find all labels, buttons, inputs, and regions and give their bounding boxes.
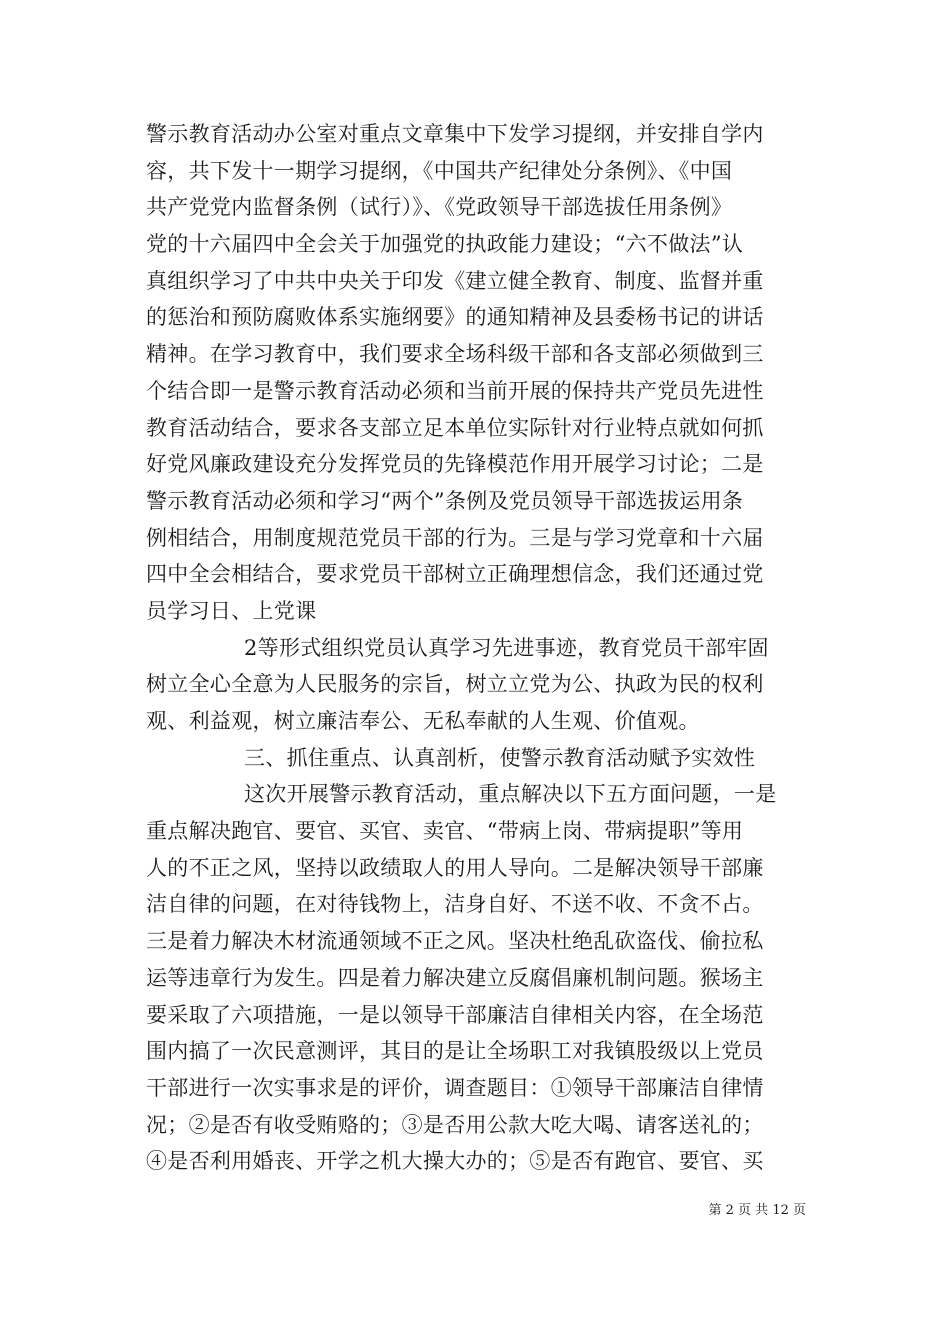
text-line: 况；②是否有收受贿赂的；③是否用公款大吃大喝、请客送礼的； [146,1112,764,1137]
text-line: 围内搞了一次民意测评，其目的是让全场职工对我镇股级以上党员 [146,1039,764,1064]
text-line: 教育活动结合，要求各支部立足本单位实际针对行业特点就如何抓 [146,415,764,440]
text-line: 运等违章行为发生。四是着力解决建立反腐倡廉机制问题。猴场主 [146,965,764,990]
body-text [146,116,806,1180]
text-line: 真组织学习了中共中央关于印发《建立健全教育、制度、监督并重 [146,268,764,293]
text-line: 人的不正之风，坚持以政绩取人的用人导向。二是解决领导干部廉 [146,855,764,880]
text-line: 员学习日、上党课 [146,598,317,623]
page-footer [0,1203,950,1219]
text-line: 好党风廉政建设充分发挥党员的先锋模范作用开展学习讨论；二是 [146,452,764,477]
text-line: 共产党党内监督条例（试行）》、《党政领导干部选拔任用条例》 [146,195,733,220]
text-line: 三是着力解决木材流通领域不正之风。坚决杜绝乱砍盗伐、偷拉私 [146,929,764,954]
text-line: 观、利益观，树立廉洁奉公、无私奉献的人生观、价值观。 [146,709,700,733]
text-line: 警示教育活动办公室对重点文章集中下发学习提纲，并安排自学内 [146,122,764,146]
text-line: 容，共下发十一期学习提纲，《中国共产纪律处分条例》、《中国 [146,158,733,183]
text-line: 个结合即一是警示教育活动必须和当前开展的保持共产党员先进性 [146,378,764,403]
text-line: ④是否利用婚丧、开学之机大操大办的；⑤是否有跑官、要官、买 [146,1149,764,1174]
section-heading: 三、抓住重点、认真剖析，使警示教育活动赋予实效性 [244,745,756,770]
page-number: 第 2 页 共 12 页 [708,1203,806,1218]
text-line: 树立全心全意为人民服务的宗旨，树立立党为公、执政为民的权利 [146,672,764,697]
text-line: 警示教育活动必须和学习“两个”条例及党员领导干部选拔运用条 [146,488,744,513]
text-line: 的惩治和预防腐败体系实施纲要》的通知精神及县委杨书记的讲话 [146,305,764,330]
paragraph-start-line: 这次开展警示教育活动，重点解决以下五方面问题，一是 [244,782,777,807]
text-line: 要采取了六项措施，一是以领导干部廉洁自律相关内容，在全场范 [146,1002,764,1027]
text-line: 例相结合，用制度规范党员干部的行为。三是与学习党章和十六届 [146,525,764,550]
text-line: 精神。在学习教育中，我们要求全场科级干部和各支部必须做到三 [146,342,764,367]
text-line: 洁自律的问题，在对待钱物上，洁身自好、不送不收、不贪不占。 [146,892,764,917]
text-line: 四中全会相结合，要求党员干部树立正确理想信念，我们还通过党 [146,562,764,587]
text-line: 重点解决跑官、要官、买官、卖官、“带病上岗、带病提职”等用 [146,819,744,844]
text-line: 干部进行一次实事求是的评价，调查题目：①领导干部廉洁自律情 [146,1075,764,1100]
paragraph-start-line: 2等形式组织党员认真学习先进事迹，教育党员干部牢固 [244,635,769,660]
text-line: 党的十六届四中全会关于加强党的执政能力建设；“六不做法”认 [146,232,744,257]
